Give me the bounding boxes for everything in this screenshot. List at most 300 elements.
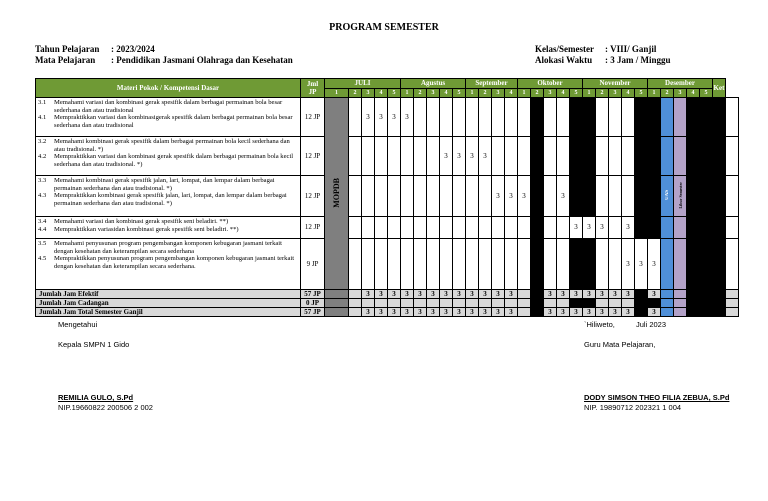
week-cell bbox=[518, 217, 531, 239]
summary-week-cell: 3 bbox=[453, 290, 466, 299]
week-cell: 3 bbox=[440, 137, 453, 176]
week-cell bbox=[544, 176, 557, 217]
summary-week-cell: 3 bbox=[479, 290, 492, 299]
header-week: 4 bbox=[557, 89, 570, 98]
week-cell bbox=[427, 239, 440, 290]
kd-text: Memahami kombinasi gerak spesifik jalan, lari, lompat, dan lempar dalam berbagai permainan sederhana dan atau tradisional. *) bbox=[54, 177, 275, 192]
week-cell: 3 bbox=[492, 176, 505, 217]
week-cell bbox=[401, 137, 414, 176]
week-cell bbox=[622, 176, 635, 217]
summary-week-cell: 3 bbox=[375, 308, 388, 317]
summary-week-cell: 3 bbox=[557, 290, 570, 299]
jp-cell: 12 JP bbox=[301, 176, 325, 217]
summary-label: Jumlah Jam Total Semester Ganjil bbox=[36, 308, 301, 317]
week-cell bbox=[518, 239, 531, 290]
week-cell bbox=[687, 217, 700, 239]
summary-week-cell bbox=[440, 299, 453, 308]
week-cell bbox=[687, 98, 700, 137]
week-cell bbox=[466, 98, 479, 137]
header-kd: Materi Pokok / Kompetensi Dasar bbox=[36, 79, 301, 98]
header-jp-label: JP bbox=[308, 88, 317, 96]
week-cell bbox=[557, 217, 570, 239]
summary-week-cell: 3 bbox=[557, 308, 570, 317]
week-cell bbox=[661, 239, 674, 290]
summary-week-cell bbox=[349, 290, 362, 299]
summary-week-cell: 3 bbox=[388, 308, 401, 317]
summary-jp: 0 JP bbox=[301, 299, 325, 308]
week-cell bbox=[596, 176, 609, 217]
week-cell bbox=[440, 217, 453, 239]
week-cell bbox=[583, 137, 596, 176]
header-week: 4 bbox=[440, 89, 453, 98]
week-cell bbox=[362, 239, 375, 290]
week-cell bbox=[505, 137, 518, 176]
jp-cell: 12 JP bbox=[301, 137, 325, 176]
week-cell bbox=[700, 176, 713, 217]
summary-week-cell bbox=[557, 299, 570, 308]
week-cell: 3 bbox=[557, 176, 570, 217]
week-cell bbox=[440, 98, 453, 137]
week-cell bbox=[375, 239, 388, 290]
summary-week-cell: 3 bbox=[375, 290, 388, 299]
header-week: 5 bbox=[635, 89, 648, 98]
summary-week-cell bbox=[544, 299, 557, 308]
week-cell bbox=[492, 239, 505, 290]
summary-row bbox=[36, 290, 759, 299]
week-cell bbox=[609, 176, 622, 217]
summary-week-cell: 3 bbox=[427, 290, 440, 299]
week-cell bbox=[427, 176, 440, 217]
summary-week-cell bbox=[687, 299, 700, 308]
summary-row bbox=[36, 308, 759, 317]
kd-number: 4.3 bbox=[38, 192, 47, 200]
week-cell bbox=[674, 239, 687, 290]
place-label: `Hiliweto, bbox=[584, 320, 615, 329]
kd-number: 4.4 bbox=[38, 225, 47, 233]
summary-week-cell: 3 bbox=[492, 308, 505, 317]
summary-week-cell: 3 bbox=[570, 290, 583, 299]
week-cell bbox=[570, 239, 583, 290]
header-week: 5 bbox=[700, 89, 713, 98]
summary-week-cell bbox=[492, 299, 505, 308]
week-cell bbox=[427, 217, 440, 239]
mapel-value: : Pendidikan Jasmani Olahraga dan Kesehatan bbox=[111, 55, 293, 65]
week-cell bbox=[388, 217, 401, 239]
summary-week-cell bbox=[531, 299, 544, 308]
program-semester-table bbox=[35, 78, 759, 317]
summary-week-cell bbox=[349, 299, 362, 308]
header-week: 3 bbox=[544, 89, 557, 98]
summary-week-cell: 3 bbox=[453, 308, 466, 317]
summary-week-cell bbox=[700, 290, 713, 299]
week-cell bbox=[505, 239, 518, 290]
date-label: Juli 2023 bbox=[636, 320, 667, 329]
summary-week-cell bbox=[518, 299, 531, 308]
jp-cell: 9 JP bbox=[301, 239, 325, 290]
week-cell bbox=[687, 176, 700, 217]
summary-week-cell bbox=[518, 290, 531, 299]
week-cell bbox=[622, 98, 635, 137]
summary-week-cell: 3 bbox=[388, 290, 401, 299]
tahun-label: Tahun Pelajaran bbox=[35, 44, 100, 54]
week-cell bbox=[453, 98, 466, 137]
summary-jp: 57 JP bbox=[301, 290, 325, 299]
week-cell bbox=[648, 98, 661, 137]
ket-cell bbox=[726, 98, 739, 137]
week-cell: 3 bbox=[505, 176, 518, 217]
guru-role: Guru Mata Pelajaran, bbox=[584, 340, 656, 349]
summary-week-cell: 3 bbox=[570, 308, 583, 317]
week-cell bbox=[349, 176, 362, 217]
kd-text: Mempraktikkan variasi dan kombinasi gerak spesifik dalam berbagai permainan bola kecil sederhana dan atau tradisional. *) bbox=[54, 153, 294, 168]
week-cell: 3 bbox=[635, 239, 648, 290]
summary-week-cell: 3 bbox=[427, 308, 440, 317]
week-cell bbox=[713, 239, 726, 290]
week-cell bbox=[388, 176, 401, 217]
week-cell bbox=[427, 137, 440, 176]
summary-week-cell bbox=[375, 299, 388, 308]
week-cell: 3 bbox=[622, 239, 635, 290]
week-cell bbox=[609, 217, 622, 239]
summary-week-cell: 3 bbox=[544, 290, 557, 299]
summary-week-cell bbox=[674, 308, 687, 317]
week-cell bbox=[479, 239, 492, 290]
week-cell bbox=[401, 239, 414, 290]
summary-week-cell bbox=[388, 299, 401, 308]
ket-cell bbox=[726, 176, 739, 217]
week-cell bbox=[414, 239, 427, 290]
header-week: 3 bbox=[492, 89, 505, 98]
summary-week-cell: 3 bbox=[622, 290, 635, 299]
week-cell bbox=[700, 217, 713, 239]
kd-text: Memahami penyusunan program pengembangan komponen kebugaran jasmani terkait dengan kesehatan dan keterampilan secara sederhana bbox=[54, 240, 282, 255]
summary-week-cell bbox=[609, 299, 622, 308]
kd-text: Mempraktikkan kombinasi gerak spesifik jalan, lari, lompat, dan lempar dalam berbagai permainan sederhana dan atau tradisional. *) bbox=[54, 192, 287, 207]
summary-week-cell bbox=[466, 299, 479, 308]
header-month: JULI bbox=[325, 79, 401, 89]
week-cell bbox=[492, 217, 505, 239]
summary-week-cell bbox=[700, 308, 713, 317]
alokasi-value: : 3 Jam / Minggu bbox=[605, 55, 671, 65]
mopdb-label: MOPDB bbox=[332, 177, 341, 208]
summary-week-cell bbox=[700, 299, 713, 308]
header-week: 5 bbox=[453, 89, 466, 98]
week-cell bbox=[414, 98, 427, 137]
kd-number: 3.5 bbox=[38, 240, 47, 247]
header-week: 1 bbox=[648, 89, 661, 98]
kelas-label: Kelas/Semester bbox=[535, 44, 594, 54]
kd-row bbox=[36, 176, 759, 217]
kd-row bbox=[36, 217, 759, 239]
week-cell: 3 bbox=[596, 217, 609, 239]
week-cell bbox=[557, 239, 570, 290]
week-cell bbox=[414, 137, 427, 176]
summary-week-cell: 3 bbox=[622, 308, 635, 317]
header-month: Desember bbox=[648, 79, 713, 89]
summary-week-cell: 3 bbox=[505, 290, 518, 299]
week-cell bbox=[492, 98, 505, 137]
summary-week-cell: 3 bbox=[362, 290, 375, 299]
week-cell bbox=[531, 176, 544, 217]
week-cell bbox=[648, 137, 661, 176]
libur-label: Libur Semester bbox=[677, 181, 683, 209]
header-week: 2 bbox=[596, 89, 609, 98]
week-cell: 3 bbox=[479, 137, 492, 176]
summary-week-cell: 3 bbox=[414, 290, 427, 299]
header-ket: Ket bbox=[713, 79, 726, 98]
kd-text: Mempraktikkan penyusunan program pengembangan komponen kebugaran jasmani terkait dengan kesehatan dan keterampilan secara sederhana. bbox=[54, 255, 295, 270]
week-cell bbox=[557, 98, 570, 137]
kd-text: Mempraktikkan variasidan kombinasi gerak spesifik seni beladiri. **) bbox=[54, 225, 239, 233]
kd-row bbox=[36, 98, 759, 137]
week-cell bbox=[635, 98, 648, 137]
week-cell: 3 bbox=[570, 217, 583, 239]
week-cell bbox=[609, 137, 622, 176]
ket-cell bbox=[726, 217, 739, 239]
summary-week-cell bbox=[325, 299, 349, 308]
summary-week-cell bbox=[648, 299, 661, 308]
header-week: 4 bbox=[687, 89, 700, 98]
meta-right bbox=[535, 44, 671, 66]
header-week: 3 bbox=[674, 89, 687, 98]
week-cell: 3 bbox=[466, 137, 479, 176]
header-week: 1 bbox=[466, 89, 479, 98]
week-cell bbox=[583, 239, 596, 290]
summary-week-cell bbox=[661, 299, 674, 308]
week-cell bbox=[570, 176, 583, 217]
summary-week-cell bbox=[427, 299, 440, 308]
summary-week-cell: 3 bbox=[505, 308, 518, 317]
week-cell bbox=[674, 98, 687, 137]
summary-week-cell bbox=[713, 308, 726, 317]
week-cell bbox=[661, 98, 674, 137]
mengetahui-label: Mengetahui bbox=[58, 320, 98, 329]
jp-cell: 12 JP bbox=[301, 217, 325, 239]
week-cell bbox=[518, 98, 531, 137]
week-cell bbox=[362, 217, 375, 239]
header-week: 1 bbox=[401, 89, 414, 98]
week-cell bbox=[440, 176, 453, 217]
week-cell bbox=[375, 217, 388, 239]
summary-row bbox=[36, 299, 759, 308]
summary-week-cell: 3 bbox=[401, 308, 414, 317]
summary-week-cell bbox=[635, 299, 648, 308]
week-cell bbox=[349, 239, 362, 290]
summary-week-cell bbox=[713, 299, 726, 308]
summary-week-cell bbox=[362, 299, 375, 308]
week-cell bbox=[622, 137, 635, 176]
week-cell: 3 bbox=[375, 98, 388, 137]
week-cell: 3 bbox=[518, 176, 531, 217]
header-week: 2 bbox=[531, 89, 544, 98]
kd-text: Mempraktikkan variasi dan kombinasigerak spesifik dalam berbagai permainan bola besar sederhana dan atau tradisional bbox=[54, 114, 293, 129]
summary-week-cell bbox=[622, 299, 635, 308]
header-month: Agustus bbox=[401, 79, 466, 89]
week-cell bbox=[700, 239, 713, 290]
week-cell bbox=[609, 239, 622, 290]
guru-nip: NIP. 19890712 202321 1 004 bbox=[584, 403, 682, 412]
week-cell bbox=[648, 217, 661, 239]
week-cell bbox=[349, 98, 362, 137]
week-cell bbox=[453, 239, 466, 290]
summary-week-cell: 3 bbox=[440, 308, 453, 317]
header-week: 3 bbox=[609, 89, 622, 98]
week-cell bbox=[401, 217, 414, 239]
week-cell bbox=[453, 217, 466, 239]
summary-week-cell bbox=[531, 290, 544, 299]
kd-number: 4.2 bbox=[38, 153, 47, 161]
kd-row bbox=[36, 137, 759, 176]
week-cell bbox=[531, 217, 544, 239]
week-cell bbox=[674, 217, 687, 239]
week-cell bbox=[505, 98, 518, 137]
mopdb-cell bbox=[325, 98, 349, 290]
kelas-value: : VIII/ Ganjil bbox=[605, 44, 657, 54]
week-cell bbox=[518, 137, 531, 176]
week-cell bbox=[635, 176, 648, 217]
uas-label: UAS bbox=[664, 189, 670, 200]
week-cell bbox=[531, 137, 544, 176]
header-week: 3 bbox=[362, 89, 375, 98]
week-cell bbox=[349, 217, 362, 239]
kd-cell bbox=[36, 98, 301, 137]
week-cell bbox=[401, 176, 414, 217]
kd-number: 3.4 bbox=[38, 218, 47, 225]
week-cell bbox=[544, 239, 557, 290]
summary-week-cell bbox=[401, 299, 414, 308]
summary-week-cell bbox=[661, 290, 674, 299]
summary-week-cell bbox=[505, 299, 518, 308]
week-cell bbox=[570, 137, 583, 176]
summary-week-cell bbox=[674, 299, 687, 308]
week-cell bbox=[583, 176, 596, 217]
summary-week-cell: 3 bbox=[648, 308, 661, 317]
alokasi-label: Alokasi Waktu bbox=[535, 55, 593, 65]
week-cell bbox=[687, 137, 700, 176]
header-week: 1 bbox=[325, 89, 349, 98]
summary-week-cell bbox=[479, 299, 492, 308]
week-cell bbox=[492, 137, 505, 176]
header-month: Oktober bbox=[518, 79, 583, 89]
summary-week-cell bbox=[713, 290, 726, 299]
kd-row bbox=[36, 239, 759, 290]
week-cell bbox=[453, 176, 466, 217]
summary-week-cell: 3 bbox=[583, 308, 596, 317]
tahun-value: : 2023/2024 bbox=[111, 44, 155, 54]
week-cell bbox=[414, 217, 427, 239]
kd-number: 4.1 bbox=[38, 114, 47, 122]
week-cell bbox=[700, 98, 713, 137]
summary-ket bbox=[726, 299, 739, 308]
kd-number: 3.2 bbox=[38, 138, 47, 145]
kd-text: Memahami kombinasi gerak spesifik dalam berbagai permainan bola kecil sederhana dan atau tradisional. *) bbox=[54, 138, 290, 153]
summary-week-cell: 3 bbox=[596, 290, 609, 299]
week-cell: 3 bbox=[362, 98, 375, 137]
kepala-nip: NIP.19660822 200506 2 002 bbox=[58, 403, 153, 412]
week-cell bbox=[427, 98, 440, 137]
summary-week-cell: 3 bbox=[362, 308, 375, 317]
summary-week-cell: 3 bbox=[440, 290, 453, 299]
week-cell bbox=[687, 239, 700, 290]
kd-cell bbox=[36, 239, 301, 290]
header-week: 4 bbox=[505, 89, 518, 98]
summary-week-cell bbox=[635, 290, 648, 299]
week-cell bbox=[505, 217, 518, 239]
kd-number: 3.1 bbox=[38, 99, 47, 106]
kd-cell bbox=[36, 176, 301, 217]
summary-week-cell: 3 bbox=[648, 290, 661, 299]
week-cell bbox=[661, 176, 674, 217]
header-week: 4 bbox=[375, 89, 388, 98]
summary-week-cell: 3 bbox=[544, 308, 557, 317]
week-cell bbox=[596, 239, 609, 290]
week-cell: 3 bbox=[453, 137, 466, 176]
header-week: 4 bbox=[622, 89, 635, 98]
kepala-role: Kepala SMPN 1 Gido bbox=[58, 340, 130, 349]
week-cell bbox=[479, 176, 492, 217]
meta-left bbox=[35, 44, 293, 66]
week-cell bbox=[479, 217, 492, 239]
page-title: PROGRAM SEMESTER bbox=[329, 22, 439, 33]
summary-jp: 57 JP bbox=[301, 308, 325, 317]
week-cell bbox=[609, 98, 622, 137]
week-cell bbox=[544, 137, 557, 176]
week-cell bbox=[544, 98, 557, 137]
week-cell bbox=[713, 217, 726, 239]
summary-week-cell: 3 bbox=[492, 290, 505, 299]
week-cell bbox=[674, 137, 687, 176]
header-jml-label: Jml bbox=[306, 80, 319, 88]
header-week: 2 bbox=[661, 89, 674, 98]
week-cell: 3 bbox=[388, 98, 401, 137]
week-cell bbox=[349, 137, 362, 176]
week-cell bbox=[635, 217, 648, 239]
week-cell bbox=[362, 137, 375, 176]
kd-number: 3.3 bbox=[38, 177, 47, 184]
ket-cell bbox=[726, 239, 739, 290]
week-cell bbox=[414, 176, 427, 217]
week-cell: 3 bbox=[583, 217, 596, 239]
header-month: November bbox=[583, 79, 648, 89]
summary-week-cell bbox=[596, 299, 609, 308]
header-week: 2 bbox=[349, 89, 362, 98]
summary-week-cell bbox=[635, 308, 648, 317]
week-cell bbox=[596, 98, 609, 137]
summary-week-cell bbox=[583, 299, 596, 308]
summary-week-cell bbox=[453, 299, 466, 308]
summary-week-cell: 3 bbox=[609, 290, 622, 299]
header-week: 1 bbox=[518, 89, 531, 98]
week-cell bbox=[466, 239, 479, 290]
week-cell: 3 bbox=[622, 217, 635, 239]
summary-week-cell: 3 bbox=[583, 290, 596, 299]
week-cell bbox=[557, 137, 570, 176]
summary-week-cell bbox=[531, 308, 544, 317]
week-cell bbox=[661, 217, 674, 239]
summary-week-cell bbox=[687, 308, 700, 317]
header-jml bbox=[301, 79, 325, 98]
week-cell bbox=[479, 98, 492, 137]
summary-week-cell: 3 bbox=[401, 290, 414, 299]
week-cell bbox=[700, 137, 713, 176]
summary-week-cell bbox=[325, 308, 349, 317]
summary-week-cell bbox=[687, 290, 700, 299]
header-week: 3 bbox=[427, 89, 440, 98]
week-cell bbox=[544, 217, 557, 239]
ket-cell bbox=[726, 137, 739, 176]
week-cell bbox=[596, 137, 609, 176]
summary-week-cell: 3 bbox=[479, 308, 492, 317]
